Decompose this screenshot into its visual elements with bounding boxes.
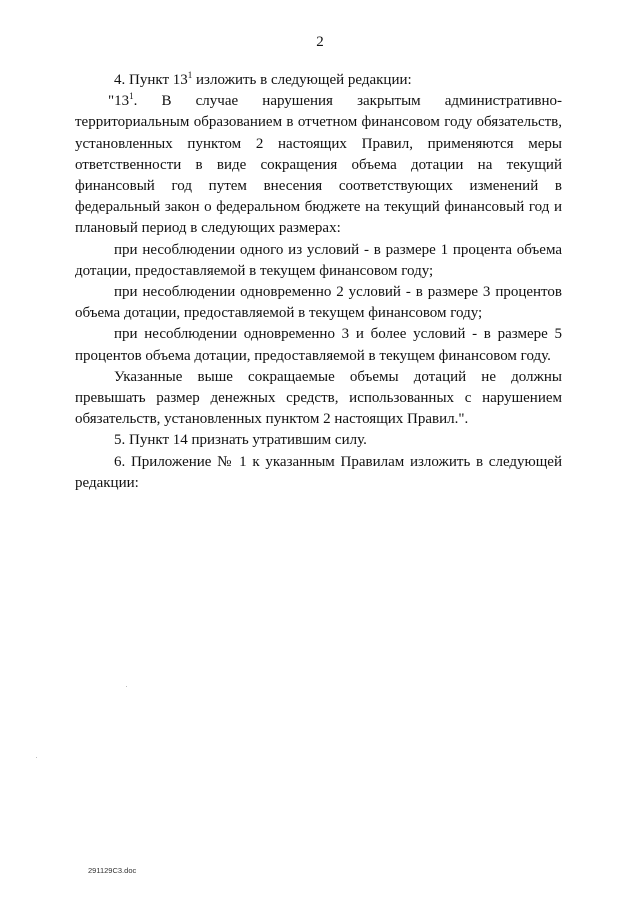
clause-number: "13	[108, 93, 130, 110]
document-file-code: 291129C3.doc	[88, 866, 137, 875]
item-4-intro-text: 4. Пункт 13	[114, 72, 188, 88]
clause-13-1	[75, 91, 562, 239]
item-6: 6. Приложение № 1 к указанным Правилам изложить в следующей редакции:	[75, 453, 562, 491]
penalty-one-condition: при несоблюдении одного из условий - в размере 1 процента объема дотации, предоставляемой в текущем финансовом году;	[75, 241, 562, 279]
clause-text: . В случае нарушения закрытым административно-территориальным образованием в отчетном финансовом году обязательств, установленных пунктом 2 настоящих Правил, применяются меры ответственности в виде сокращения объема дотации на текущий финансовый год путем внесения соответствующих изменений в федеральный закон о федеральном бюджете на текущий финансовый год и плановый период в следующих размерах:	[75, 93, 562, 237]
reduction-limit-note: Указанные выше сокращаемые объемы дотаций не должны превышать размер денежных средств, использованных с нарушением обязательств, установленных пунктом 2 настоящих Правил.".	[75, 368, 562, 428]
document-body	[75, 70, 562, 494]
item-4-intro-tail: изложить в следующей редакции:	[192, 72, 412, 88]
superscript: 1	[129, 91, 134, 102]
penalty-two-conditions: при несоблюдении одновременно 2 условий - в размере 3 процентов объема дотации, предоставляемой в текущем финансовом году;	[75, 284, 562, 322]
page-number: 2	[316, 34, 324, 50]
scan-speck	[36, 757, 37, 758]
penalty-three-conditions: при несоблюдении одновременно 3 и более условий - в размере 5 процентов объема дотации, предоставляемой в текущем финансовом году.	[75, 326, 562, 364]
superscript: 1	[187, 70, 193, 80]
scan-speck	[126, 686, 127, 687]
item-4-intro	[75, 70, 562, 91]
item-5: 5. Пункт 14 признать утратившим силу.	[114, 432, 367, 449]
